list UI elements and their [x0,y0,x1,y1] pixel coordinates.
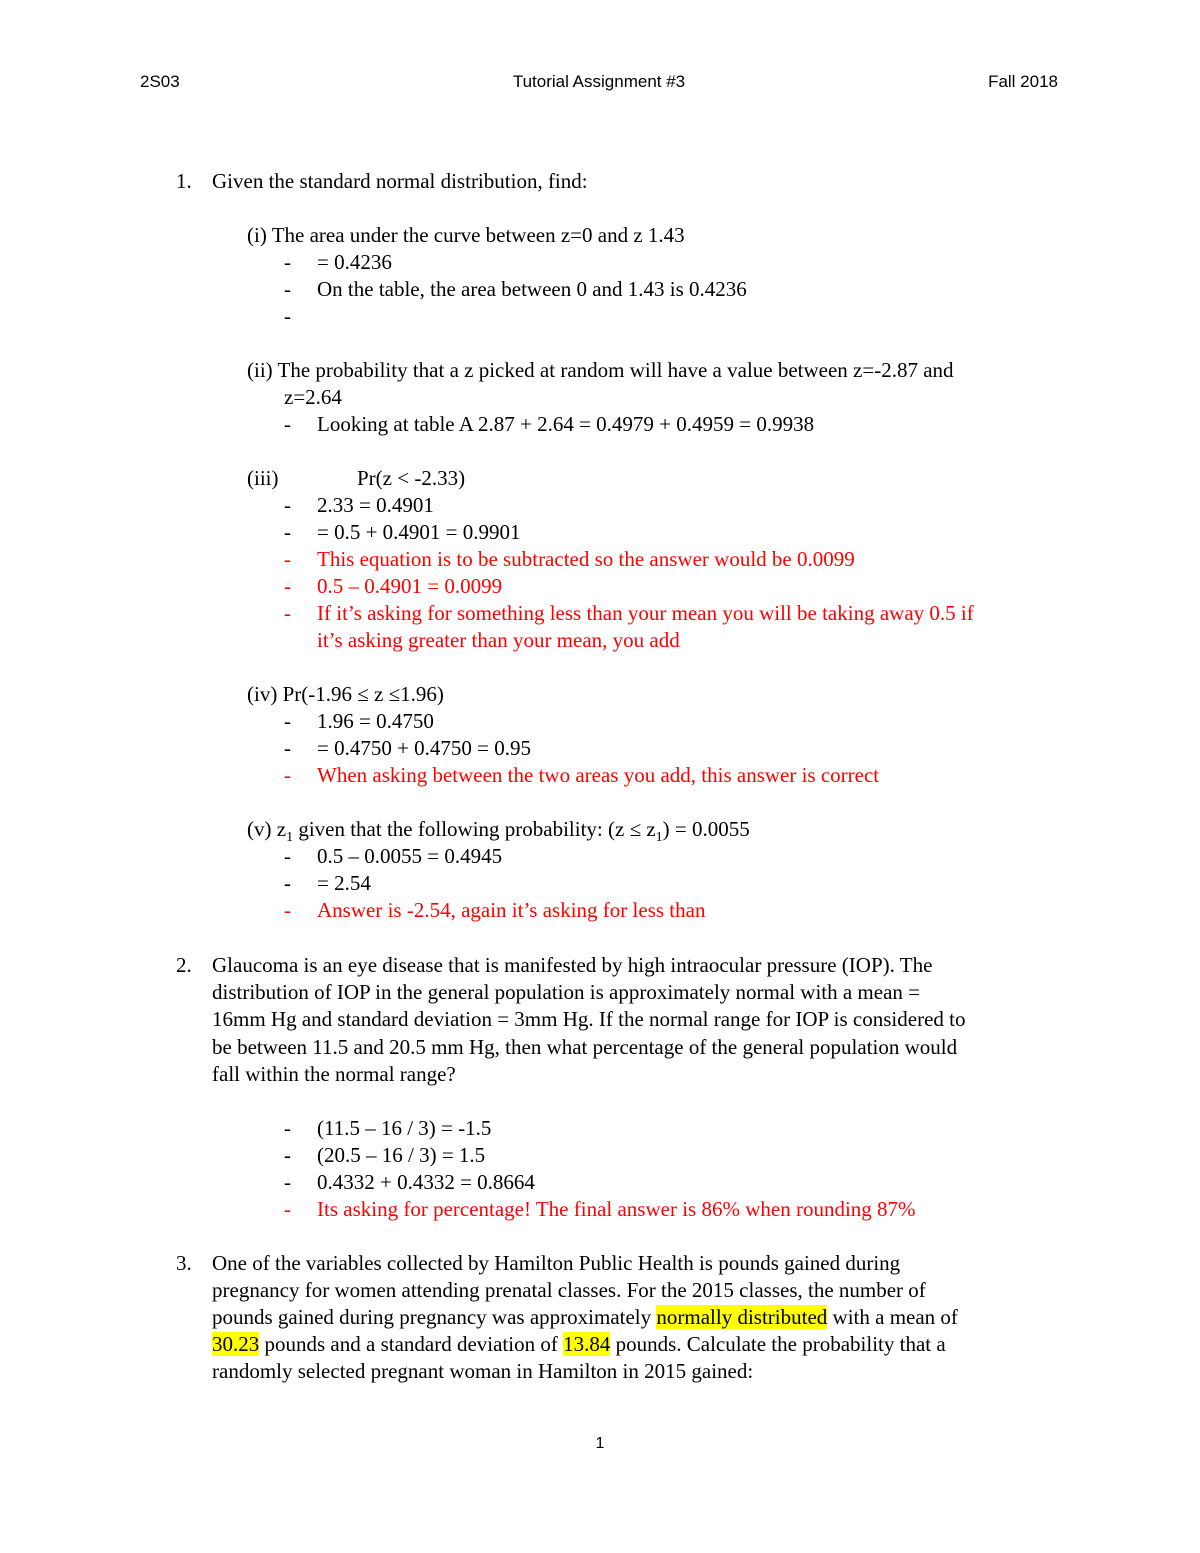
q2-step-2: (20.5 – 16 / 3) = 1.5 [317,1143,486,1167]
bullet-dash: - [284,844,291,868]
question-number: 3. [176,1251,192,1275]
part-v-annotation: Answer is -2.54, again it’s asking for less than [317,898,706,922]
part-v-label-post: ) = 0.0055 [662,817,750,841]
part-v-label-mid: given that the following probability: (z ≤ z [293,817,656,841]
part-ii-label-line-2: z=2.64 [284,385,342,409]
part-iii-annotation-3-continued: it’s asking greater than your mean, you add [317,628,680,652]
part-v-subscript: 1 [286,830,294,846]
question-number: 2. [176,953,192,977]
part-ii-label-line-1: (ii) The probability that a z picked at random will have a value between z=-2.87 and [247,358,954,382]
bullet-dash: - [284,493,291,517]
part-iii-number: (iii) [247,466,279,490]
part-iv-label: (iv) Pr(-1.96 ≤ z ≤1.96) [247,682,444,706]
part-iv-step-2: = 0.4750 + 0.4750 = 0.95 [317,736,532,760]
bullet-dash: - [284,1170,291,1194]
part-ii-step-1: Looking at table A 2.87 + 2.64 = 0.4979 + 0.4959 = 0.9938 [317,412,815,436]
question-text-line-1: One of the variables collected by Hamilton Public Health is pounds gained during [212,1251,901,1275]
page-number: 1 [595,1435,605,1452]
part-i-step-1: = 0.4236 [317,250,392,274]
part-v-step-2: = 2.54 [317,871,371,895]
bullet-dash: - [284,520,291,544]
question-text-line-5: randomly selected pregnant woman in Hamilton in 2015 gained: [212,1359,754,1383]
part-i-label: (i) The area under the curve between z=0 and z 1.43 [247,223,685,247]
part-i-step-2: On the table, the area between 0 and 1.43 is 0.4236 [317,277,747,301]
q2-step-1: (11.5 – 16 / 3) = -1.5 [317,1116,492,1140]
part-iv-annotation: When asking between the two areas you add, this answer is correct [317,763,880,787]
bullet-dash: - [284,250,291,274]
part-v-subscript-2: 1 [655,830,663,846]
bullet-dash: - [284,412,291,436]
part-iii-step-2: = 0.5 + 0.4901 = 0.9901 [317,520,521,544]
part-v-label-pre: (v) z [247,817,287,841]
question-text-line-5: fall within the normal range? [212,1062,456,1086]
q2-annotation: Its asking for percentage! The final answer is 86% when rounding 87% [317,1197,916,1221]
highlighted-std-dev: 13.84 [563,1332,611,1356]
part-iii-expression: Pr(z < -2.33) [357,466,466,490]
bullet-dash: - [284,574,291,598]
part-iv-step-1: 1.96 = 0.4750 [317,709,434,733]
question-prompt: Given the standard normal distribution, find: [212,169,588,193]
part-iii-step-1: 2.33 = 0.4901 [317,493,434,517]
text-segment: pounds and a standard deviation of [259,1332,564,1356]
part-v-label [247,816,750,846]
bullet-dash: - [284,601,291,625]
bullet-dash: - [284,1197,291,1221]
bullet-dash: - [284,763,291,787]
header-term: Fall 2018 [988,72,1058,91]
question-text-line-3: 16mm Hg and standard deviation = 3mm Hg. If the normal range for IOP is considered to [212,1007,966,1031]
bullet-dash: - [284,547,291,571]
bullet-dash: - [284,277,291,301]
bullet-dash: - [284,871,291,895]
question-text-line-4 [212,1331,946,1358]
bullet-dash: - [284,709,291,733]
highlighted-text: normally distributed [656,1305,828,1329]
text-segment: pounds. Calculate the probability that a [610,1332,946,1356]
header-title: Tutorial Assignment #3 [512,72,686,91]
part-v-step-1: 0.5 – 0.0055 = 0.4945 [317,844,503,868]
header-course: 2S03 [140,72,180,91]
bullet-dash: - [284,898,291,922]
question-text-line-1: Glaucoma is an eye disease that is manifested by high intraocular pressure (IOP). The [212,953,933,977]
text-segment: with a mean of [827,1305,958,1329]
question-text-line-2: distribution of IOP in the general population is approximately normal with a mean = [212,980,921,1004]
part-iii-annotation-3: If it’s asking for something less than your mean you will be taking away 0.5 if [317,601,974,625]
bullet-dash: - [284,304,291,328]
question-number: 1. [176,169,192,193]
part-iii-annotation-1: This equation is to be subtracted so the answer would be 0.0099 [317,547,855,571]
page-header [140,72,1058,100]
question-text-line-3 [212,1304,958,1331]
highlighted-mean: 30.23 [212,1332,260,1356]
q2-step-3: 0.4332 + 0.4332 = 0.8664 [317,1170,535,1194]
question-text-line-2: pregnancy for women attending prenatal classes. For the 2015 classes, the number of [212,1278,926,1302]
part-iii-annotation-2: 0.5 – 0.4901 = 0.0099 [317,574,503,598]
question-text-line-4: be between 11.5 and 20.5 mm Hg, then what percentage of the general population would [212,1035,958,1059]
bullet-dash: - [284,1116,291,1140]
bullet-dash: - [284,1143,291,1167]
text-segment: pounds gained during pregnancy was approximately [212,1305,657,1329]
bullet-dash: - [284,736,291,760]
